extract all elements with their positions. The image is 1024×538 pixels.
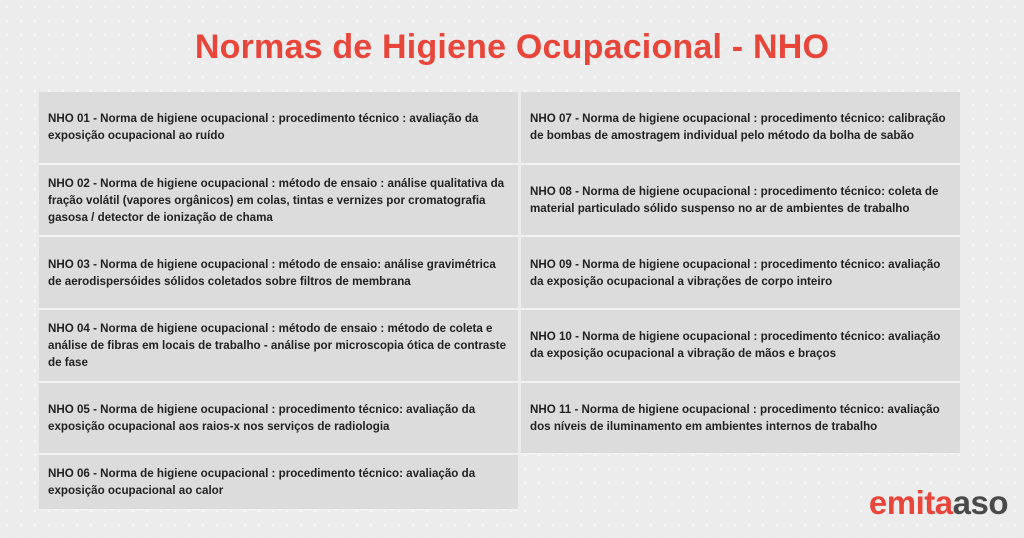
- nho-11-cell: NHO 11 - Norma de higiene ocupacional : procedimento técnico: avaliação dos níveis de iluminamento em ambientes internos de trabalho: [521, 383, 960, 456]
- nho-08-cell: NHO 08 - Norma de higiene ocupacional : procedimento técnico: coleta de material particulado sólido suspenso no ar de ambientes de trabalho: [521, 165, 960, 238]
- nho-09-cell: NHO 09 - Norma de higiene ocupacional : procedimento técnico: avaliação da exposição ocupacional a vibrações de corpo inteiro: [521, 237, 960, 310]
- logo-part-emita: emita: [868, 484, 953, 521]
- nho-table-left-column: [39, 92, 518, 511]
- nho-04-cell: NHO 04 - Norma de higiene ocupacional : método de ensaio : método de coleta e análise de fibras em locais de trabalho - análise por microscopia ótica de contraste de fase: [39, 310, 518, 383]
- page-title: Normas de Higiene Ocupacional - NHO: [194, 28, 830, 66]
- nho-02-cell: NHO 02 - Norma de higiene ocupacional : método de ensaio : análise qualitativa da fração volátil (vapores orgânicos) em colas, tintas e vernizes por cromatografia gasosa / detector de ionização de chama: [39, 165, 518, 238]
- nho-10-cell: NHO 10 - Norma de higiene ocupacional : procedimento técnico: avaliação da exposição ocupacional a vibração de mãos e braços: [521, 310, 960, 383]
- nho-table-right-column: [521, 92, 960, 455]
- nho-05-cell: NHO 05 - Norma de higiene ocupacional : procedimento técnico: avaliação da exposição ocupacional aos raios-x nos serviços de radiologia: [39, 383, 518, 456]
- nho-03-cell: NHO 03 - Norma de higiene ocupacional : método de ensaio: análise gravimétrica de aerodispersóides sólidos coletados sobre filtros de membrana: [39, 237, 518, 310]
- logo-part-aso: aso: [952, 484, 1008, 521]
- nho-06-cell: NHO 06 - Norma de higiene ocupacional : procedimento técnico: avaliação da exposição ocupacional ao calor: [39, 455, 518, 511]
- nho-07-cell: NHO 07 - Norma de higiene ocupacional : procedimento técnico: calibração de bombas de amostragem individual pelo método da bolha de sabão: [521, 92, 960, 165]
- nho-01-cell: NHO 01 - Norma de higiene ocupacional : procedimento técnico : avaliação da exposição ocupacional ao ruído: [39, 92, 518, 165]
- emitaaso-logo: [869, 484, 1008, 522]
